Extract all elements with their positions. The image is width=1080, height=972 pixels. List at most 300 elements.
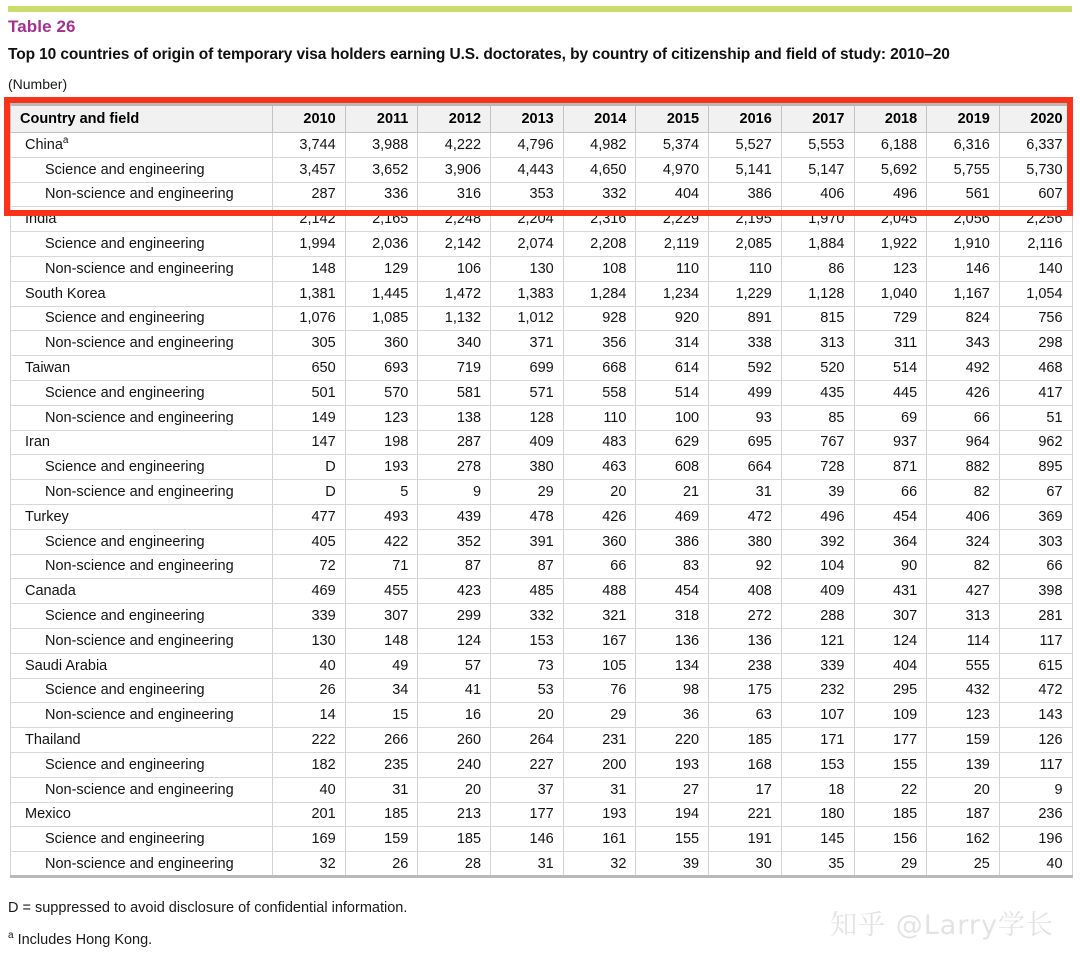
row-label-text: Non-science and engineering [45,632,234,649]
cell-2014: 332 [563,182,636,207]
cell-2015: 98 [636,678,709,703]
cell-2015: 194 [636,802,709,827]
row-label-field [11,827,273,852]
column-header-year-2017: 2017 [781,105,854,133]
cell-2019: 426 [927,380,1000,405]
cell-2011: 1,445 [345,281,418,306]
cell-2018: 295 [854,678,927,703]
cell-2010: 469 [273,579,346,604]
cell-2012: 260 [418,728,491,753]
cell-2012: 2,142 [418,232,491,257]
cell-2018: 1,040 [854,281,927,306]
cell-2011: 3,652 [345,157,418,182]
row-label-country [11,579,273,604]
cell-2015: 469 [636,504,709,529]
cell-2019: 343 [927,331,1000,356]
cell-2012: 2,248 [418,207,491,232]
cell-2018: 185 [854,802,927,827]
cell-2016: 338 [709,331,782,356]
row-label-field [11,380,273,405]
cell-2019: 162 [927,827,1000,852]
cell-2010: 40 [273,653,346,678]
row-label-text: Non-science and engineering [45,409,234,426]
table-row [11,529,1073,554]
row-label-text: Iran [25,434,50,451]
cell-2017: 86 [781,256,854,281]
row-label-field [11,306,273,331]
cell-2010: 287 [273,182,346,207]
row-label-field [11,232,273,257]
column-header-year-2010: 2010 [273,105,346,133]
cell-2014: 488 [563,579,636,604]
cell-2020: 398 [999,579,1072,604]
cell-2020: 143 [999,703,1072,728]
row-label-text: Science and engineering [45,459,205,476]
cell-2012: 240 [418,752,491,777]
table-row [11,678,1073,703]
cell-2017: 171 [781,728,854,753]
cell-2020: 1,054 [999,281,1072,306]
cell-2019: 6,316 [927,133,1000,158]
cell-2013: 571 [491,380,564,405]
cell-2019: 5,755 [927,157,1000,182]
cell-2010: 201 [273,802,346,827]
row-label-country [11,802,273,827]
cell-2018: 69 [854,405,927,430]
cell-2010: 1,076 [273,306,346,331]
cell-2016: 92 [709,554,782,579]
cell-2011: 49 [345,653,418,678]
cell-2020: 2,256 [999,207,1072,232]
cell-2015: 110 [636,256,709,281]
cell-2011: 34 [345,678,418,703]
cell-2020: 417 [999,380,1072,405]
row-label-text: Science and engineering [45,756,205,773]
cell-2020: 468 [999,356,1072,381]
cell-2018: 29 [854,852,927,877]
cell-2012: 3,906 [418,157,491,182]
table-row [11,802,1073,827]
cell-2010: 40 [273,777,346,802]
table-row [11,380,1073,405]
cell-2015: 920 [636,306,709,331]
cell-2012: 57 [418,653,491,678]
row-label-text: Science and engineering [45,161,205,178]
cell-2010: 148 [273,256,346,281]
cell-2014: 426 [563,504,636,529]
cell-2011: 123 [345,405,418,430]
cell-2014: 29 [563,703,636,728]
table-row [11,232,1073,257]
cell-2012: 138 [418,405,491,430]
cell-2017: 1,970 [781,207,854,232]
cell-2015: 4,970 [636,157,709,182]
cell-2012: 185 [418,827,491,852]
cell-2011: 198 [345,430,418,455]
cell-2014: 193 [563,802,636,827]
cell-2020: 615 [999,653,1072,678]
cell-2015: 136 [636,628,709,653]
watermark: 知乎 @Larry学长 [830,910,1054,941]
cell-2019: 555 [927,653,1000,678]
table-row [11,207,1073,232]
row-label-country [11,281,273,306]
table-row [11,133,1073,158]
row-label-country [11,133,273,158]
cell-2020: 607 [999,182,1072,207]
footnote-suppressed: D = suppressed to avoid disclosure of confidential information. [8,900,408,916]
row-label-country [11,728,273,753]
row-label-field [11,777,273,802]
cell-2012: 20 [418,777,491,802]
cell-2017: 35 [781,852,854,877]
row-label-field [11,405,273,430]
cell-2010: 182 [273,752,346,777]
cell-2010: 130 [273,628,346,653]
cell-2016: 110 [709,256,782,281]
cell-2013: 699 [491,356,564,381]
cell-2020: 5,730 [999,157,1072,182]
cell-2020: 281 [999,604,1072,629]
row-label-field [11,628,273,653]
cell-2013: 177 [491,802,564,827]
cell-2020: 9 [999,777,1072,802]
cell-2017: 435 [781,380,854,405]
cell-2016: 136 [709,628,782,653]
column-header-year-2013: 2013 [491,105,564,133]
cell-2015: 2,119 [636,232,709,257]
cell-2017: 339 [781,653,854,678]
cell-2015: 100 [636,405,709,430]
cell-2013: 1,383 [491,281,564,306]
table-row [11,281,1073,306]
cell-2014: 4,982 [563,133,636,158]
table-row [11,455,1073,480]
cell-2018: 937 [854,430,927,455]
cell-2015: 386 [636,529,709,554]
cell-2012: 4,222 [418,133,491,158]
cell-2016: 664 [709,455,782,480]
column-header-year-2015: 2015 [636,105,709,133]
cell-2017: 288 [781,604,854,629]
cell-2017: 18 [781,777,854,802]
cell-2012: 719 [418,356,491,381]
cell-2013: 146 [491,827,564,852]
cell-2019: 66 [927,405,1000,430]
cell-2017: 815 [781,306,854,331]
cell-2018: 431 [854,579,927,604]
cell-2013: 227 [491,752,564,777]
cell-2018: 66 [854,480,927,505]
cell-2016: 695 [709,430,782,455]
cell-2013: 73 [491,653,564,678]
cell-2019: 139 [927,752,1000,777]
cell-2010: 339 [273,604,346,629]
cell-2011: 26 [345,852,418,877]
row-label-text: Non-science and engineering [45,781,234,798]
cell-2017: 5,147 [781,157,854,182]
cell-2015: 21 [636,480,709,505]
cell-2010: 1,381 [273,281,346,306]
cell-2016: 191 [709,827,782,852]
cell-2016: 408 [709,579,782,604]
cell-2017: 392 [781,529,854,554]
cell-2016: 2,085 [709,232,782,257]
cell-2019: 159 [927,728,1000,753]
cell-2014: 4,650 [563,157,636,182]
cell-2018: 496 [854,182,927,207]
cell-2013: 29 [491,480,564,505]
cell-2011: 455 [345,579,418,604]
cell-2010: 169 [273,827,346,852]
cell-2012: 581 [418,380,491,405]
cell-2015: 134 [636,653,709,678]
cell-2017: 85 [781,405,854,430]
cell-2020: 303 [999,529,1072,554]
cell-2016: 5,527 [709,133,782,158]
row-label-field [11,256,273,281]
row-label-field [11,752,273,777]
row-label-text: Taiwan [25,360,71,377]
cell-2020: 756 [999,306,1072,331]
cell-2020: 196 [999,827,1072,852]
cell-2014: 76 [563,678,636,703]
cell-2014: 2,316 [563,207,636,232]
row-label-text: Non-science and engineering [45,707,234,724]
cell-2020: 6,337 [999,133,1072,158]
cell-2016: 30 [709,852,782,877]
footnote-hong-kong-text: Includes Hong Kong. [13,932,153,948]
cell-2016: 175 [709,678,782,703]
cell-2012: 16 [418,703,491,728]
cell-2010: 3,744 [273,133,346,158]
row-label-field [11,554,273,579]
cell-2012: 299 [418,604,491,629]
cell-2010: 477 [273,504,346,529]
cell-2015: 27 [636,777,709,802]
cell-2018: 155 [854,752,927,777]
cell-2017: 232 [781,678,854,703]
cell-2010: 405 [273,529,346,554]
cell-2018: 156 [854,827,927,852]
cell-2020: 40 [999,852,1072,877]
table-number-label: Table 26 [8,17,76,36]
cell-2016: 185 [709,728,782,753]
table-row [11,256,1073,281]
cell-2014: 20 [563,480,636,505]
row-label-text: Canada [25,583,76,600]
table-row [11,504,1073,529]
cell-2010: 14 [273,703,346,728]
row-label-text: India [25,211,57,228]
cell-2020: 298 [999,331,1072,356]
cell-2011: 235 [345,752,418,777]
cell-2016: 221 [709,802,782,827]
cell-2010: 32 [273,852,346,877]
cell-2020: 66 [999,554,1072,579]
footnote-marker-a: a [8,930,14,942]
row-footnote-marker: a [62,135,69,147]
cell-2017: 409 [781,579,854,604]
cell-2012: 87 [418,554,491,579]
row-label-field [11,455,273,480]
row-label-field [11,703,273,728]
cell-2012: 352 [418,529,491,554]
cell-2018: 729 [854,306,927,331]
cell-2013: 130 [491,256,564,281]
cell-2011: 159 [345,827,418,852]
cell-2012: 1,132 [418,306,491,331]
row-label-text: Science and engineering [45,236,205,253]
cell-2017: 39 [781,480,854,505]
cell-2011: 15 [345,703,418,728]
cell-2016: 238 [709,653,782,678]
cell-2013: 485 [491,579,564,604]
cell-2011: 71 [345,554,418,579]
row-label-field [11,604,273,629]
cell-2014: 105 [563,653,636,678]
row-label-text: Turkey [25,508,69,525]
cell-2018: 404 [854,653,927,678]
row-label-text: Non-science and engineering [45,186,234,203]
cell-2019: 82 [927,480,1000,505]
cell-2017: 520 [781,356,854,381]
cell-2012: 41 [418,678,491,703]
cell-2020: 117 [999,752,1072,777]
cell-2012: 340 [418,331,491,356]
cell-2010: 501 [273,380,346,405]
cell-2015: 629 [636,430,709,455]
cell-2015: 608 [636,455,709,480]
cell-2011: 185 [345,802,418,827]
table-row [11,777,1073,802]
cell-2020: 369 [999,504,1072,529]
cell-2019: 187 [927,802,1000,827]
cell-2016: 380 [709,529,782,554]
cell-2019: 427 [927,579,1000,604]
cell-2012: 213 [418,802,491,827]
row-label-country [11,653,273,678]
row-label-text: Non-science and engineering [45,484,234,501]
cell-2018: 123 [854,256,927,281]
row-label-field [11,678,273,703]
cell-2018: 311 [854,331,927,356]
row-label-text: Science and engineering [45,533,205,550]
table-body [11,133,1073,877]
footnote-hong-kong [8,932,808,948]
column-header-year-2016: 2016 [709,105,782,133]
cell-2017: 5,553 [781,133,854,158]
row-label-field [11,529,273,554]
cell-2012: 9 [418,480,491,505]
cell-2016: 272 [709,604,782,629]
cell-2012: 28 [418,852,491,877]
cell-2016: 31 [709,480,782,505]
table-row [11,703,1073,728]
cell-2019: 432 [927,678,1000,703]
table-row [11,628,1073,653]
cell-2010: 650 [273,356,346,381]
cell-2016: 472 [709,504,782,529]
cell-2016: 93 [709,405,782,430]
row-label-field [11,480,273,505]
table-row [11,430,1073,455]
cell-2014: 66 [563,554,636,579]
cell-2018: 124 [854,628,927,653]
cell-2013: 31 [491,852,564,877]
cell-2016: 63 [709,703,782,728]
cell-2017: 496 [781,504,854,529]
cell-2014: 928 [563,306,636,331]
cell-2010: 1,994 [273,232,346,257]
row-label-text: Science and engineering [45,831,205,848]
cell-2011: 266 [345,728,418,753]
cell-2015: 614 [636,356,709,381]
cell-2013: 371 [491,331,564,356]
row-label-country [11,430,273,455]
cell-2018: 177 [854,728,927,753]
row-label-field [11,157,273,182]
cell-2010: 222 [273,728,346,753]
cell-2016: 592 [709,356,782,381]
column-header-country-and-field: Country and field [11,105,273,133]
cell-2014: 356 [563,331,636,356]
cell-2015: 5,374 [636,133,709,158]
cell-2011: 360 [345,331,418,356]
cell-2016: 5,141 [709,157,782,182]
cell-2015: 220 [636,728,709,753]
row-label-text: China [25,136,63,153]
row-label-text: Non-science and engineering [45,558,234,575]
cell-2011: 3,988 [345,133,418,158]
cell-2014: 32 [563,852,636,877]
cell-2019: 406 [927,504,1000,529]
cell-2010: 149 [273,405,346,430]
cell-2011: 1,085 [345,306,418,331]
table-row [11,331,1073,356]
cell-2010: 26 [273,678,346,703]
cell-2010: 305 [273,331,346,356]
cell-2016: 386 [709,182,782,207]
cell-2019: 561 [927,182,1000,207]
cell-2013: 380 [491,455,564,480]
cell-2017: 728 [781,455,854,480]
cell-2018: 109 [854,703,927,728]
row-label-country [11,207,273,232]
cell-2019: 1,910 [927,232,1000,257]
cell-2014: 668 [563,356,636,381]
cell-2013: 37 [491,777,564,802]
table-row [11,554,1073,579]
cell-2019: 123 [927,703,1000,728]
cell-2010: D [273,455,346,480]
cell-2017: 107 [781,703,854,728]
cell-2017: 121 [781,628,854,653]
cell-2013: 2,074 [491,232,564,257]
cell-2015: 314 [636,331,709,356]
cell-2016: 499 [709,380,782,405]
cell-2017: 104 [781,554,854,579]
cell-2011: 307 [345,604,418,629]
row-label-text: Saudi Arabia [25,657,108,674]
cell-2015: 318 [636,604,709,629]
table-row [11,157,1073,182]
row-label-text: Non-science and engineering [45,335,234,352]
cell-2019: 2,056 [927,207,1000,232]
table-row [11,306,1073,331]
cell-2013: 264 [491,728,564,753]
cell-2018: 90 [854,554,927,579]
